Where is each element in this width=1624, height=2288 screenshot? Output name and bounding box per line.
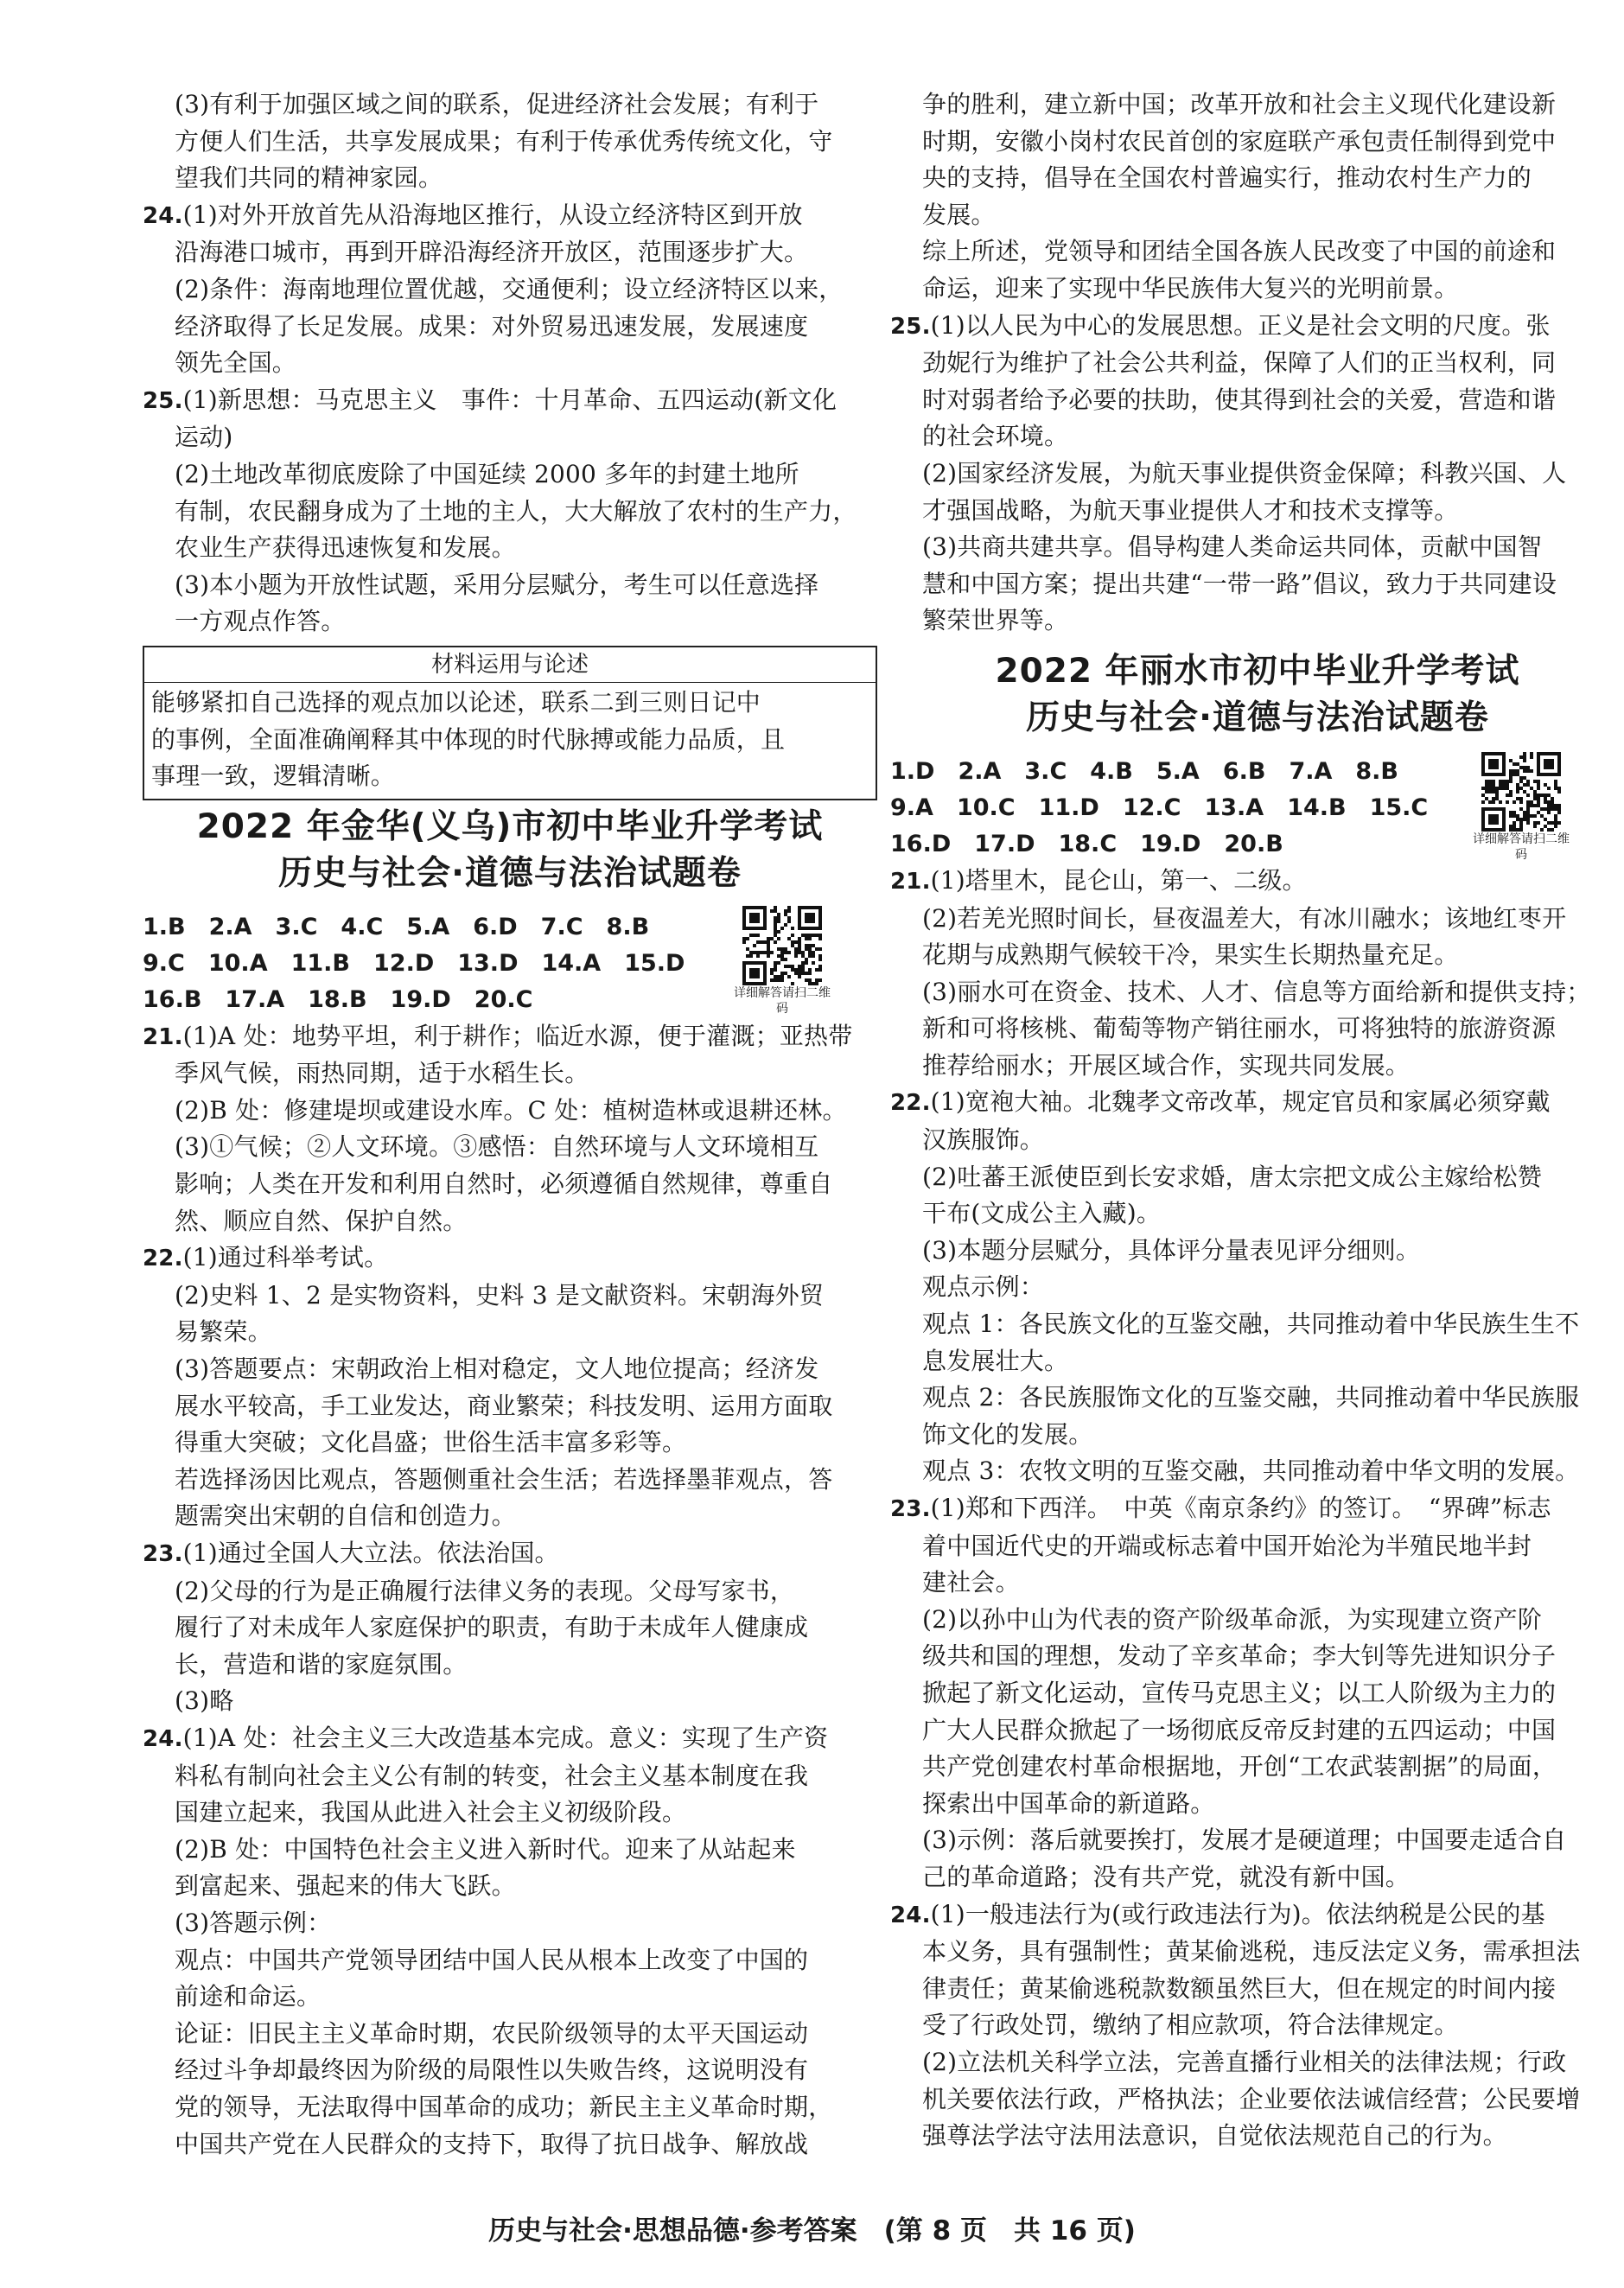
answer-text: 观点 1：各民族文化的互鉴交融，共同推动着中华民族生生不: [922, 1310, 1580, 1339]
answer-text: 共产党创建农村革命根据地，开创“工农武装割据”的局面，: [922, 1752, 1557, 1781]
answer-line: [143, 1351, 877, 1388]
answer-text: 观点 3：农牧文明的互鉴交融，共同推动着中华文明的发展。: [922, 1456, 1580, 1486]
left-column: [143, 86, 877, 2163]
answer-line: [143, 1794, 877, 1832]
answer-text: 广大人民群众掀起了一场彻底反帝反封建的五四运动；中国: [922, 1715, 1557, 1744]
answer-line: [890, 1010, 1624, 1048]
answer-text: 争的胜利，建立新中国；改革开放和社会主义现代化建设新: [922, 90, 1557, 118]
answer-text: (1)A 处：社会主义三大改造基本完成。意义：实现了生产资: [182, 1723, 829, 1752]
answer-line: [890, 1343, 1624, 1380]
answer-text: 新和可将核桃、葡萄等物产销往丽水，可将独特的旅游资源: [922, 1014, 1557, 1043]
jinhua-exam-title: 2022 年金华(义乌)市初中毕业升学考试: [196, 806, 824, 846]
right-answers-continued: [890, 86, 1624, 640]
answer-line: [143, 197, 877, 235]
answer-line: [890, 271, 1624, 308]
answer-text: (3)本小题为开放性试题，采用分层赋分，考生可以任意选择: [175, 570, 819, 599]
question-number: 22.: [143, 1246, 183, 1272]
answer-line: [890, 160, 1624, 197]
answer-line: [890, 1417, 1624, 1454]
answer-line: [143, 530, 877, 567]
answer-text: 掀起了新文化运动，宣传马克思主义；以工人阶级为主力的: [922, 1678, 1557, 1707]
answer-line: [143, 309, 877, 346]
answer-text: 干布(文成公主入藏)。: [922, 1199, 1162, 1228]
answer-line: [143, 419, 877, 456]
answer-line: [143, 603, 877, 641]
choice-row: 9.C 10.A 11.B 12.D 13.D 14.A 15.D: [143, 949, 685, 977]
answer-text: 慧和中国方案；提出共建“一带一路”倡议，致力于共同建设: [922, 569, 1557, 598]
answer-line: [143, 1314, 877, 1351]
answer-line: [890, 1490, 1624, 1528]
answer-line: [890, 1233, 1624, 1270]
answer-text: (1)通过科举考试。: [182, 1243, 389, 1272]
answer-text: 经过斗争却最终因为阶级的局限性以失败告终，这说明没有: [175, 2055, 809, 2085]
answer-line: [143, 1683, 877, 1720]
answer-line: [890, 197, 1624, 234]
left-answers-continued: [143, 86, 877, 641]
answer-text: (1)郑和下西洋。 中英《南京条约》的签订。 “界碑”标志: [930, 1494, 1551, 1522]
answer-line: [143, 1758, 877, 1795]
lishui-exam-title: 2022 年丽水市初中毕业升学考试: [995, 651, 1520, 691]
answer-text: (3)有利于加强区域之间的联系，促进经济社会发展；有利于: [175, 90, 819, 118]
answer-line: [890, 1896, 1624, 1934]
answer-line: [143, 1129, 877, 1166]
answer-line: [143, 567, 877, 604]
answer-line: [890, 1380, 1624, 1417]
jinhua-exam-subtitle: 历史与社会·道德与法治试题卷: [278, 853, 742, 893]
answer-text: 劲妮行为维护了社会公共利益，保障了人们的正当权利，同: [922, 348, 1557, 378]
answer-line: [143, 160, 877, 197]
answer-text: (2)史料 1、2 是实物资料，史料 3 是文献资料。宋朝海外贸: [175, 1280, 825, 1310]
answer-text: 的社会环境。: [922, 422, 1069, 451]
qr-caption: 详细解答请扫二维码: [734, 985, 831, 1016]
answer-text: (3)示例：落后就要挨打，发展才是硬道理；中国要走适合自: [922, 1826, 1567, 1855]
answer-line: [143, 382, 877, 420]
answer-text: 国建立起来，我国从此进入社会主义初级阶段。: [175, 1798, 687, 1827]
answer-text: 季风气候，雨热同期，适于水稻生长。: [175, 1059, 589, 1088]
lishui-answers: [890, 863, 1624, 2155]
answer-line: [143, 1832, 877, 1869]
answer-line: [890, 1453, 1624, 1490]
answer-text: 己的革命道路；没有共产党，就没有新中国。: [922, 1862, 1411, 1891]
answer-text: (1)宽袍大袖。北魏孝文帝改革，规定官员和家属必须穿戴: [930, 1087, 1551, 1117]
answer-line: [143, 1055, 877, 1093]
rubric-line: 的事例，全面准确阐释其中体现的时代脉搏或能力品质，且: [151, 724, 786, 754]
question-number: 25.: [890, 313, 931, 340]
rubric-box: [143, 646, 877, 800]
answer-text: 强尊法学法守法用法意识，自觉依法规范自己的行为。: [922, 2121, 1507, 2151]
answer-text: 方便人们生活，共享发展成果；有利于传承优秀传统文化，守: [175, 126, 833, 156]
answer-text: (2)B 处：中国特色社会主义进入新时代。迎来了从站起来: [175, 1834, 796, 1864]
answer-text: (2)吐蕃王派使臣到长安求婚，唐太宗把文成公主嫁给松赞: [922, 1162, 1543, 1191]
answer-line: [890, 1084, 1624, 1122]
answer-line: [143, 1166, 877, 1203]
question-number: 24.: [143, 1725, 183, 1752]
answer-line: [143, 1905, 877, 1942]
answer-text: 着中国近代史的开端或标志着中国开始沦为半殖民地半封: [922, 1531, 1532, 1560]
answer-text: 然、顺应自然、保护自然。: [175, 1206, 468, 1235]
answer-text: (3)①气候；②人文环境。③感悟：自然环境与人文环境相互: [175, 1132, 819, 1162]
qr-code-icon: [1481, 752, 1561, 832]
answer-text: 机关要依法行政，严格执法；企业要依法诚信经营；公民要增: [922, 2084, 1581, 2113]
answer-line: [890, 1786, 1624, 1823]
answer-text: 饰文化的发展。: [922, 1419, 1093, 1449]
answer-line: [890, 566, 1624, 603]
choice-row: 16.D 17.D 18.C 19.D 20.B: [890, 830, 1283, 857]
rubric-title: 材料运用与论述: [144, 647, 876, 683]
answer-line: [890, 1306, 1624, 1343]
lishui-choice-answers: [890, 754, 1624, 863]
answer-line: [143, 1240, 877, 1278]
answer-text: 汉族服饰。: [922, 1125, 1045, 1155]
answer-line: [143, 1868, 877, 1905]
answer-line: [143, 124, 877, 161]
answer-line: [143, 1093, 877, 1130]
answer-text: 题需突出宋朝的自信和创造力。: [175, 1501, 516, 1531]
answer-text: 推荐给丽水；开展区域合作，实现共同发展。: [922, 1050, 1411, 1080]
answer-text: 级共和国的理想，发动了辛亥革命；李大钊等先进知识分子: [922, 1641, 1557, 1671]
answer-line: [143, 1647, 877, 1684]
answer-line: [890, 1565, 1624, 1602]
answer-line: [890, 1528, 1624, 1565]
answer-line: [890, 233, 1624, 271]
answer-line: [890, 2044, 1624, 2081]
rubric-body: [144, 683, 876, 799]
jinhua-answers: [143, 1018, 877, 2163]
answer-line: [143, 1203, 877, 1240]
question-number: 23.: [143, 1541, 183, 1567]
answer-line: [890, 1602, 1624, 1639]
answer-line: [143, 1573, 877, 1610]
answer-text: 综上所述，党领导和团结全国各族人民改变了中国的前途和: [922, 237, 1557, 266]
answer-text: 易繁荣。: [175, 1317, 272, 1347]
choice-row: 1.B 2.A 3.C 4.C 5.A 6.D 7.C 8.B: [143, 913, 650, 940]
answer-text: 展水平较高，手工业发达，商业繁荣；科技发明、运用方面取: [175, 1391, 833, 1420]
answer-line: [890, 863, 1624, 901]
answer-line: [143, 271, 877, 309]
answer-text: 沿海港口城市，再到开辟沿海经济开放区，范围逐步扩大。: [175, 238, 809, 267]
answer-line: [143, 1388, 877, 1425]
answer-text: 命运，迎来了实现中华民族伟大复兴的光明前景。: [922, 273, 1459, 303]
answer-line: [143, 2052, 877, 2089]
answer-line: [890, 937, 1624, 974]
answer-text: (3)共商共建共享。倡导构建人类命运共同体，贡献中国智: [922, 532, 1543, 562]
answer-text: (2)土地改革彻底废除了中国延续 2000 多年的封建土地所: [175, 459, 799, 488]
answer-line: [890, 1712, 1624, 1749]
rubric-line: 事理一致，逻辑清晰。: [151, 762, 396, 791]
answer-line: [890, 1195, 1624, 1233]
answer-line: [143, 2089, 877, 2126]
answer-text: 时期，安徽小岗村农民首创的家庭联产承包责任制得到党中: [922, 126, 1557, 156]
answer-line: [143, 1462, 877, 1499]
answer-text: 息发展壮大。: [922, 1346, 1069, 1375]
answer-line: [143, 456, 877, 494]
answer-line: [890, 901, 1624, 938]
answer-line: [143, 2126, 877, 2164]
answer-line: [890, 1859, 1624, 1896]
answer-line: [890, 1048, 1624, 1085]
answer-text: 受了行政处罚，缴纳了相应款项，符合法律规定。: [922, 2011, 1459, 2040]
answer-text: (2)立法机关科学立法，完善直播行业相关的法律法规；行政: [922, 2047, 1567, 2076]
answer-line: [890, 1749, 1624, 1786]
question-number: 22.: [890, 1090, 931, 1117]
answer-line: [143, 494, 877, 531]
answer-text: 央的支持，倡导在全国农村普遍实行，推动农村生产力的: [922, 163, 1532, 193]
answer-text: 若选择汤因比观点，答题侧重社会生活；若选择墨菲观点，答: [175, 1464, 833, 1494]
answer-text: (1)塔里木，昆仑山，第一、二级。: [930, 865, 1307, 895]
answer-line: [143, 1720, 877, 1758]
answer-text: 领先全国。: [175, 348, 297, 378]
answer-line: [143, 86, 877, 124]
answer-text: (1)一般违法行为(或行政违法行为)。依法纳税是公民的基: [930, 1899, 1545, 1928]
choice-row: 16.B 17.A 18.B 19.D 20.C: [143, 985, 533, 1013]
question-number: 23.: [890, 1496, 931, 1522]
answer-line: [143, 2016, 877, 2053]
answer-text: 观点：中国共产党领导团结中国人民从根本上改变了中国的: [175, 1945, 809, 1974]
answer-text: 望我们共同的精神家园。: [175, 163, 443, 193]
answer-text: 探索出中国革命的新道路。: [922, 1788, 1215, 1818]
answer-text: 本义务，具有强制性；黄某偷逃税，违反法定义务，需承担法: [922, 1937, 1581, 1966]
answer-text: 履行了对未成年人家庭保护的职责，有助于未成年人健康成: [175, 1613, 809, 1642]
answer-line: [143, 1278, 877, 1315]
answer-line: [890, 1638, 1624, 1675]
answer-line: [143, 1979, 877, 2016]
answer-text: (2)国家经济发展，为航天事业提供资金保障；科教兴国、人: [922, 458, 1567, 488]
answer-line: [143, 1942, 877, 1979]
choice-row: 1.D 2.A 3.C 4.B 5.A 6.B 7.A 8.B: [890, 757, 1399, 785]
answer-text: 影响；人类在开发和利用自然时，必须遵循自然规律，尊重自: [175, 1169, 833, 1199]
answer-line: [890, 1159, 1624, 1196]
answer-text: 经济取得了长足发展。成果：对外贸易迅速发展，发展速度: [175, 311, 809, 341]
answer-line: [143, 1018, 877, 1056]
answer-text: 繁荣世界等。: [922, 606, 1069, 635]
lishui-exam-subtitle: 历史与社会·道德与法治试题卷: [1026, 698, 1489, 737]
answer-line: [143, 345, 877, 382]
qr-code[interactable]: [730, 906, 834, 1017]
answer-text: 中国共产党在人民群众的支持下，取得了抗日战争、解放战: [175, 2129, 809, 2158]
answer-text: 到富起来、强起来的伟大飞跃。: [175, 1871, 516, 1901]
qr-code[interactable]: [1469, 752, 1573, 863]
qr-code-icon: [742, 906, 822, 985]
answer-text: (1)新思想：马克思主义 事件：十月革命、五四运动(新文化: [182, 385, 837, 414]
answer-line: [890, 456, 1624, 493]
answer-text: 观点 2：各民族服饰文化的互鉴交融，共同推动着中华民族服: [922, 1383, 1580, 1412]
answer-line: [890, 529, 1624, 566]
answer-line: [143, 234, 877, 271]
rubric-line: 能够紧扣自己选择的观点加以论述，联系二到三则日记中: [151, 687, 761, 717]
answer-text: (3)略: [175, 1686, 234, 1716]
answer-text: 才强国战略，为航天事业提供人才和技术支撑等。: [922, 495, 1459, 525]
question-number: 24.: [143, 202, 183, 229]
answer-text: (3)本题分层赋分，具体评分量表见评分细则。: [922, 1235, 1421, 1265]
answer-text: (1)通过全国人大立法。依法治国。: [182, 1539, 559, 1567]
answer-line: [890, 418, 1624, 456]
answer-text: (1)以人民为中心的发展思想。正义是社会文明的尺度。张: [930, 310, 1551, 340]
answer-text: 运动): [175, 423, 233, 452]
answer-text: 长，营造和谐的家庭氛围。: [175, 1649, 468, 1679]
answer-text: 一方观点作答。: [175, 607, 346, 636]
question-number: 25.: [143, 387, 183, 414]
answer-text: (2)若羌光照时间长，昼夜温差大，有冰川融水；该地红枣开: [922, 903, 1567, 933]
answer-text: 时对弱者给予必要的扶助，使其得到社会的关爱，营造和谐: [922, 385, 1557, 414]
answer-line: [890, 2007, 1624, 2044]
answer-text: 论证：旧民主主义革命时期，农民阶级领导的太平天国运动: [175, 2018, 809, 2048]
question-number: 24.: [890, 1902, 931, 1928]
answer-line: [890, 602, 1624, 640]
answer-text: 建社会。: [922, 1568, 1020, 1597]
question-number: 21.: [890, 868, 931, 895]
answer-text: 料私有制向社会主义公有制的转变，社会主义基本制度在我: [175, 1761, 809, 1790]
answer-text: 前途和命运。: [175, 1982, 322, 2011]
answer-text: 发展。: [922, 200, 996, 229]
answer-text: 有制，农民翻身成为了土地的主人，大大解放了农村的生产力，: [175, 496, 857, 526]
answer-line: [143, 1535, 877, 1573]
answer-line: [890, 2118, 1624, 2155]
answer-line: [890, 308, 1624, 346]
answer-text: 观点示例：: [922, 1272, 1045, 1302]
answer-line: [890, 1822, 1624, 1859]
answer-text: 党的领导，无法取得中国革命的成功；新民主主义革命时期，: [175, 2092, 833, 2121]
answer-text: (1)A 处：地势平坦，利于耕作；临近水源，便于灌溉；亚热带: [182, 1021, 853, 1050]
answer-text: (3)丽水可在资金、技术、人才、信息等方面给新和提供支持；: [922, 977, 1591, 1006]
answer-line: [890, 124, 1624, 161]
choice-row: 9.A 10.C 11.D 12.C 13.A 14.B 15.C: [890, 793, 1429, 821]
answer-text: (2)B 处：修建堤坝或建设水库。C 处：植树造林或退耕还林。: [175, 1095, 847, 1125]
answer-line: [890, 1675, 1624, 1712]
answer-line: [143, 1609, 877, 1647]
answer-line: [890, 86, 1624, 124]
answer-line: [890, 1122, 1624, 1159]
answer-line: [890, 1934, 1624, 1971]
answer-text: (2)以孙中山为代表的资产阶级革命派，为实现建立资产阶: [922, 1604, 1543, 1634]
answer-text: (2)父母的行为是正确履行法律义务的表现。父母写家书，: [175, 1576, 795, 1605]
right-column: [890, 86, 1624, 2155]
answer-line: [890, 974, 1624, 1011]
answer-text: 花期与成熟期气候较干冷，果实生长期热量充足。: [922, 940, 1459, 970]
answer-line: [143, 1424, 877, 1462]
jinhua-choice-answers: [143, 909, 877, 1018]
answer-text: (2)条件：海南地理位置优越，交通便利；设立经济特区以来，: [175, 274, 844, 303]
answer-line: [890, 2081, 1624, 2119]
answer-text: (3)答题要点：宋朝政治上相对稳定，文人地位提高；经济发: [175, 1354, 819, 1384]
answer-text: 律责任；黄某偷逃税款数额虽然巨大，但在规定的时间内接: [922, 1973, 1557, 2003]
qr-caption: 详细解答请扫二维码: [1473, 832, 1570, 862]
answer-text: (1)对外开放首先从沿海地区推行，从设立经济特区到开放: [182, 200, 803, 229]
answer-line: [890, 1269, 1624, 1306]
page-footer: 历史与社会·思想品德·参考答案 (第 8 页 共 16 页): [488, 2215, 1136, 2247]
answer-line: [890, 345, 1624, 382]
answer-line: [890, 1971, 1624, 2008]
answer-text: 农业生产获得迅速恢复和发展。: [175, 533, 516, 563]
answer-line: [890, 382, 1624, 419]
question-number: 21.: [143, 1023, 183, 1050]
answer-text: (3)答题示例：: [175, 1908, 332, 1937]
answer-text: 得重大突破；文化昌盛；世俗生活丰富多彩等。: [175, 1428, 687, 1457]
answer-line: [143, 1498, 877, 1535]
answer-line: [890, 493, 1624, 530]
